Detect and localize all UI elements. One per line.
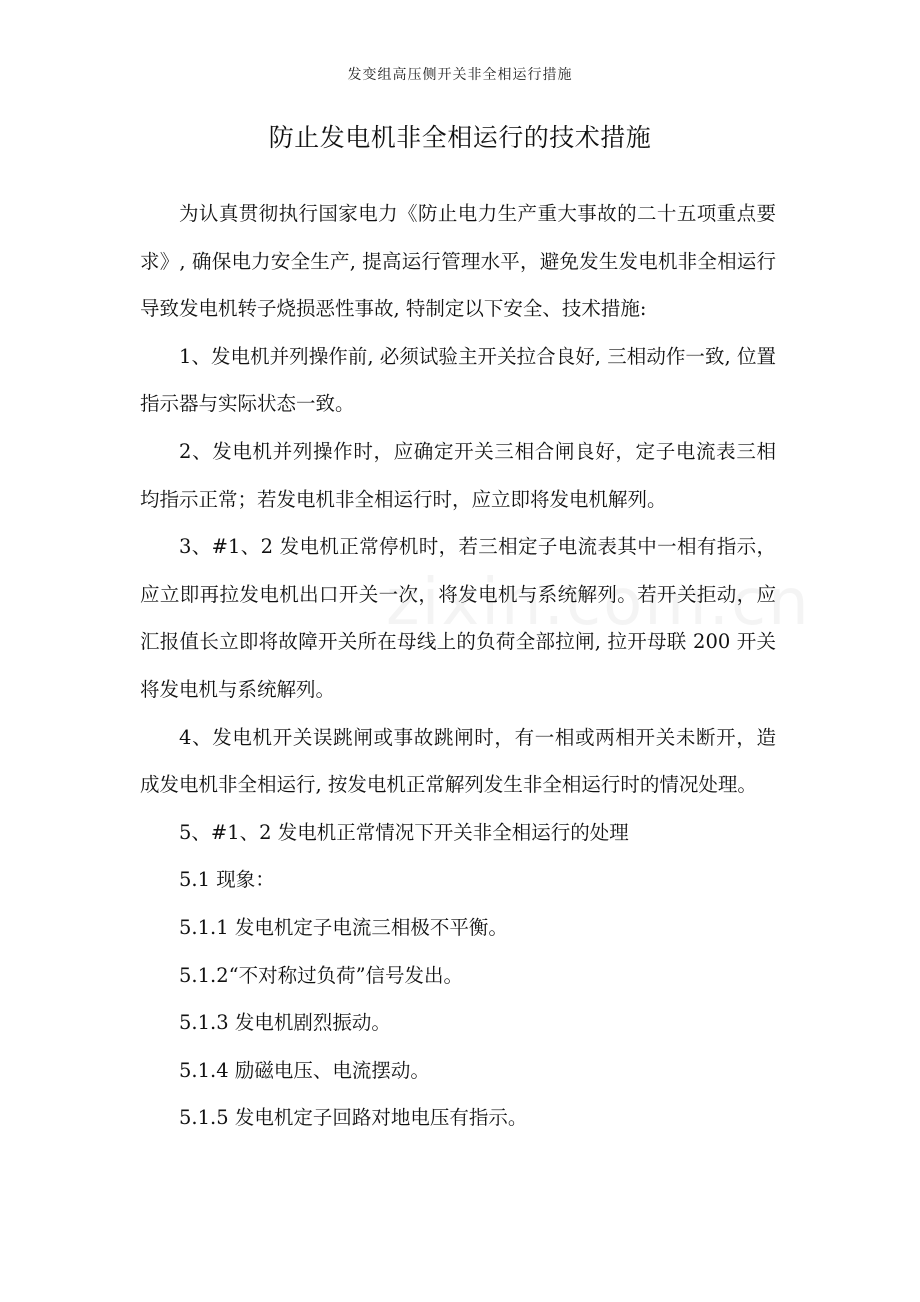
paragraph-item-5-1-2: 5.1.2“不对称过负荷”信号发出。 bbox=[179, 963, 464, 987]
paragraph-item-5-1-3: 5.1.3 发电机剧烈振动。 bbox=[179, 1011, 391, 1035]
paragraph-item-5-1-4: 5.1.4 励磁电压、电流摆动。 bbox=[179, 1058, 430, 1082]
running-header: 发变组高压侧开关非全相运行措施 bbox=[347, 67, 573, 83]
paragraph-intro: 为认真贯彻执行国家电力《防止电力生产重大事故的二十五项重点要求》, 确保电力安全生产, 提高运行管理水平，避免发生发电机非全相运行导致发电机转子烧损恶性事故, 特制定以下安全、技术措施: bbox=[140, 202, 776, 321]
paragraph-item-2: 2、发电机并列操作时，应确定开关三相合闸良好，定子电流表三相均指示正常；若发电机非全相运行时，应立即将发电机解列。 bbox=[140, 439, 776, 511]
paragraph-item-5-1: 5.1 现象： bbox=[179, 868, 275, 892]
paragraph-item-5-1-5: 5.1.5 发电机定子回路对地电压有指示。 bbox=[179, 1106, 528, 1130]
paragraph-item-3: 3、#1、2 发电机正常停机时，若三相定子电流表其中一相有指示，应立即再拉发电机出口开关一次，将发电机与系统解列。若开关拒动，应汇报值长立即将故障开关所在母线上的负荷全部拉闸, 拉开母联 200 开关将发电机与系统解列。 bbox=[140, 535, 776, 701]
document-title: 防止发电机非全相运行的技术措施 bbox=[268, 123, 652, 152]
paragraph-item-5-1-1: 5.1.1 发电机定子电流三相极不平衡。 bbox=[179, 915, 508, 939]
paragraph-item-5: 5、#1、2 发电机正常情况下开关非全相运行的处理 bbox=[179, 820, 629, 844]
document-body bbox=[140, 190, 776, 1142]
paragraph-item-1: 1、发电机并列操作前, 必须试验主开关拉合良好, 三相动作一致, 位置指示器与实际状态一致。 bbox=[140, 344, 776, 416]
paragraph-item-4: 4、发电机开关误跳闸或事故跳闸时，有一相或两相开关未断开，造成发电机非全相运行, 按发电机正常解列发生非全相运行时的情况处理。 bbox=[140, 725, 776, 797]
